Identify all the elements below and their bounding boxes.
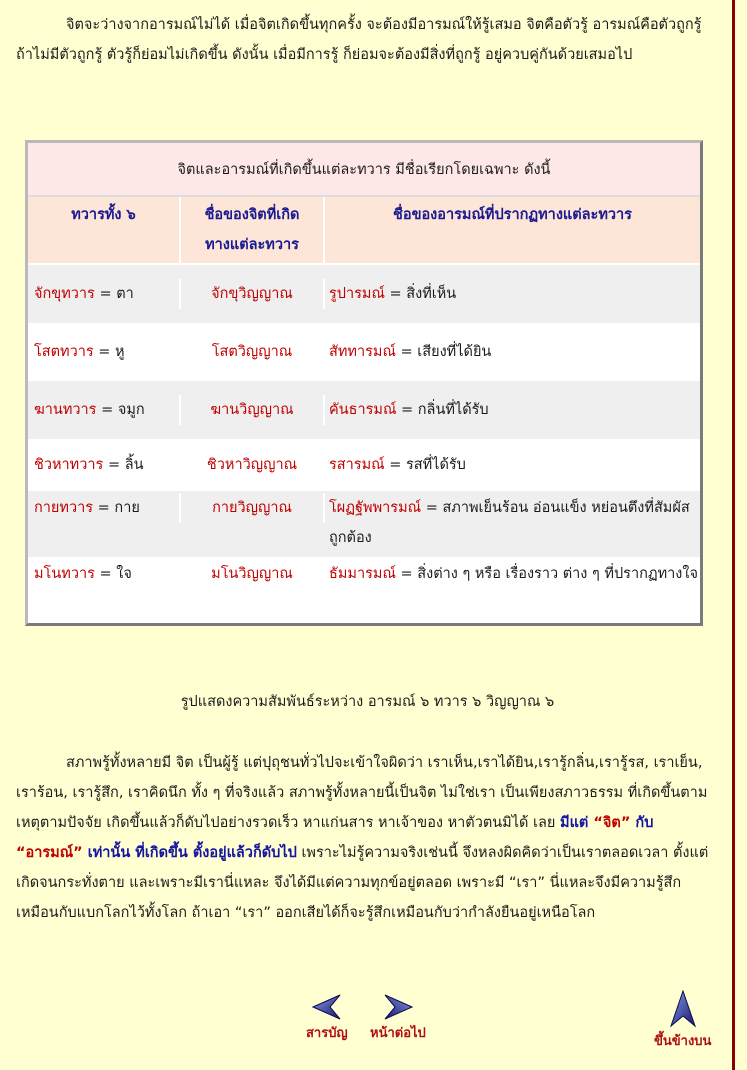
back-to-top-link[interactable]: ขึ้นข้างบน	[654, 1034, 712, 1049]
emphasis-text: เท่านั้น ที่เกิดขึ้น ตั้งอยู่แล้วก็ดับไป	[82, 845, 297, 861]
door-name: กายทวาร	[34, 500, 94, 516]
mind-name: มโนวิญญาณ	[179, 559, 325, 589]
body-text: สภาพรู้ทั้งหลายมี จิต เป็นผู้รู้ แต่ปุถุชนทั่วไปจะเข้าใจผิดว่า เราเห็น,เราได้ยิน,เรารู้กลิ่น,เรารู้รส, เราเย็น, เราร้อน, เรารู้สึก, เราคิดนึก ทั้ง ๆ ที่จริงแล้ว สภาพรู้ทั้งหลายนี้เป็นจิต ไม่ใช่เรา เป็นเพียงสภาวธรรม ที่เกิดขึ้นตามเหตุตามปัจจัย เกิดขึ้นแล้วก็ดับไปอย่างรวดเร็ว หาแก่นสาร หาเจ้าของ หาตัวตนมิได้ เลย	[16, 755, 708, 831]
object-name: โผฏฐัพพารมณ์	[329, 500, 422, 516]
door-name: มโนทวาร	[34, 566, 95, 582]
table-title: จิตและอารมณ์ที่เกิดขึ้นแต่ละทวาร มีชื่อเรียกโดยเฉพาะ ดังนี้	[28, 143, 700, 197]
arrow-left-icon	[312, 994, 342, 1020]
header-mind: ชื่อของจิตที่เกิดทางแต่ละทวาร	[179, 197, 325, 263]
arrow-right-icon	[383, 994, 413, 1020]
mind-name: กายวิญญาณ	[179, 493, 325, 523]
object-name: รสารมณ์	[329, 457, 385, 473]
mind-name: ชิวหาวิญญาณ	[179, 450, 325, 480]
contents-link[interactable]: สารบัญ	[306, 1026, 348, 1041]
intro-text: จิตจะว่างจากอารมณ์ไม่ได้ เมื่อจิตเกิดขึ้นทุกครั้ง จะต้องมีอารมณ์ให้รู้เสมอ จิตคือตัวรู้ อารมณ์คือตัวถูกรู้ ถ้าไม่มีตัวถูกรู้ ตัวรู้ก็ย่อมไม่เกิดขึ้น ดังนั้น เมื่อมีการรู้ ก็ย่อมจะต้องมีสิ่งที่ถูกรู้ อยู่ควบคู่กันด้วยเสมอไป	[16, 17, 702, 63]
contents-nav[interactable]	[306, 994, 348, 1043]
door-meaning: = ตา	[99, 286, 134, 302]
emphasis-text: กับ	[630, 815, 654, 831]
door-meaning: = ใจ	[99, 566, 132, 582]
object-name: รูปารมณ์	[329, 286, 385, 302]
door-name: จักขุทวาร	[34, 286, 95, 302]
mind-name: โสตวิญญาณ	[179, 337, 325, 367]
door-name: ชิวหาทวาร	[34, 457, 104, 473]
back-to-top-nav[interactable]	[654, 990, 711, 1051]
table-row	[28, 557, 700, 623]
table-row	[28, 265, 700, 323]
object-meaning: = สภาพเย็นร้อน อ่อนแข็ง หย่อนตึงที่สัมผัสถูกต้อง	[329, 500, 690, 546]
door-name: ฆานทวาร	[34, 402, 97, 418]
intro-paragraph	[16, 10, 722, 70]
mind-name: ฆานวิญญาณ	[179, 395, 325, 425]
object-meaning: = เสียงที่ได้ยิน	[400, 344, 492, 360]
door-meaning: = กาย	[97, 500, 140, 516]
object-meaning: = รสที่ได้รับ	[389, 457, 466, 473]
doors-table	[25, 140, 703, 626]
emphasis-object: “อารมณ์”	[16, 845, 83, 861]
header-doors: ทวารทั้ง ๖	[71, 207, 136, 223]
table-row	[28, 381, 700, 439]
door-meaning: = หู	[98, 344, 125, 360]
door-meaning: = จมูก	[101, 402, 145, 418]
body-paragraph	[16, 748, 722, 928]
object-name: ธัมมารมณ์	[329, 566, 396, 582]
header-object: ชื่อของอารมณ์ที่ปรากฏทางแต่ละทวาร	[393, 207, 632, 223]
object-name: คันธารมณ์	[329, 402, 397, 418]
door-name: โสตทวาร	[34, 344, 94, 360]
door-meaning: = ลิ้น	[107, 457, 144, 473]
object-name: สัททารมณ์	[329, 344, 396, 360]
object-meaning: = สิ่งที่เห็น	[389, 286, 457, 302]
body-text-end: เพราะไม่รู้ความจริงเช่นนี้ จึงหลงผิดคิดว่าเป็นเราตลอดเวลา ตั้งแต่เกิดจนกระทั่งตาย และเพราะมีเรานี่แหละ จึงได้มีแต่ความทุกข์อยู่ตลอด เพราะมี “เรา” นี่แหละจึงมีความรู้สึก เหมือนกับแบกโลกไว้ทั้งโลก ถ้าเอา “เรา” ออกเสียได้ก็จะรู้สึกเหมือนกับว่ากำลังยืนอยู่เหนือโลก	[16, 845, 709, 921]
next-page-nav[interactable]	[370, 994, 426, 1043]
mind-name: จักขุวิญญาณ	[179, 279, 325, 309]
emphasis-mind: “จิต”	[593, 815, 631, 831]
table-row	[28, 323, 700, 381]
emphasis-text: มีแต่	[560, 815, 594, 831]
table-caption: รูปแสดงความสัมพันธ์ระหว่าง อารมณ์ ๖ ทวาร ๖ วิญญาณ ๖	[180, 694, 555, 710]
object-meaning: = สิ่งต่าง ๆ หรือ เรื่องราว ต่าง ๆ ที่ปรากฏทางใจ	[400, 566, 698, 582]
next-page-link[interactable]: หน้าต่อไป	[370, 1026, 426, 1041]
table-row	[28, 491, 700, 557]
table-header	[28, 197, 700, 265]
arrow-up-icon	[670, 990, 696, 1028]
table-row	[28, 439, 700, 491]
object-meaning: = กลิ่นที่ได้รับ	[401, 402, 489, 418]
